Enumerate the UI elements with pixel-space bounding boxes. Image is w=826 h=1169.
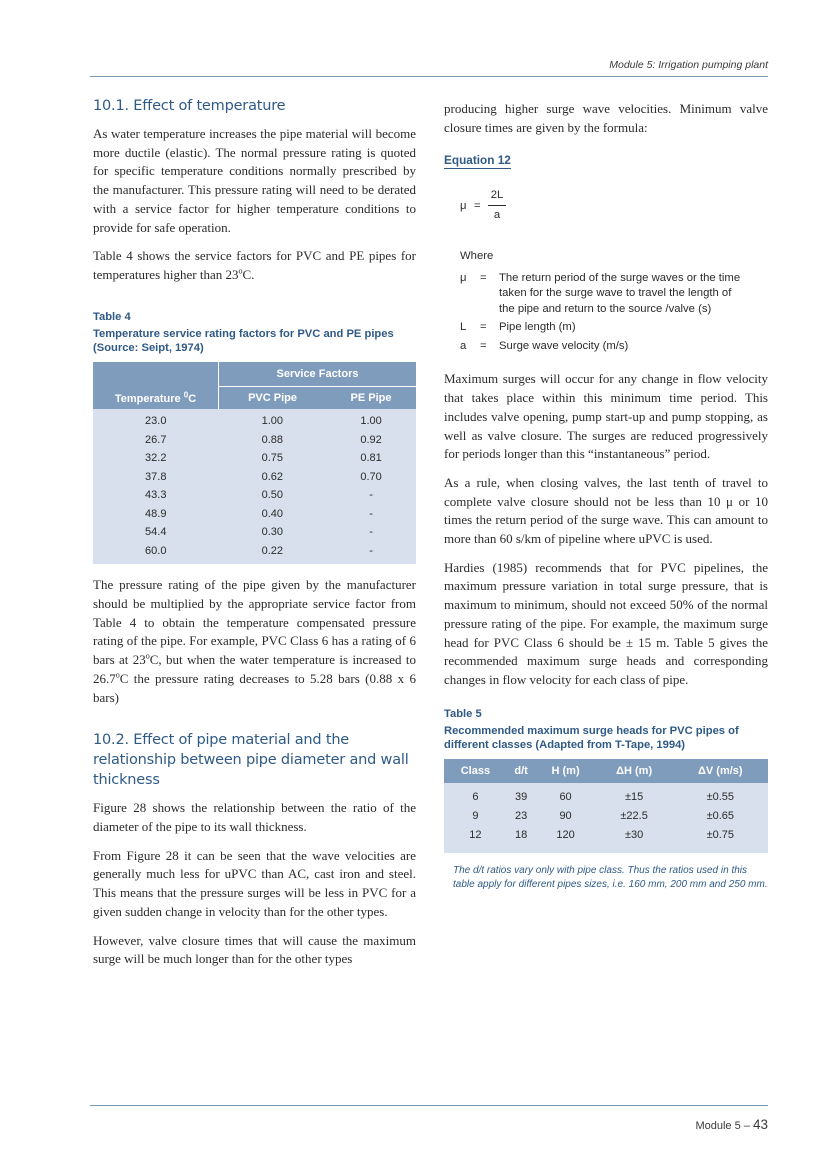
section-10-2-paragraph-1: Figure 28 shows the relationship between the ratio of the diameter of the pipe to its wall thickness. xyxy=(93,800,416,834)
footer-module: Module 5 – xyxy=(695,1120,750,1132)
table-4-label: Table 4 xyxy=(93,310,131,323)
section-10-1-paragraph-2 xyxy=(93,247,416,284)
running-header: Module 5: Irrigation pumping plant xyxy=(609,59,768,71)
cell: 90 xyxy=(536,807,596,826)
pvc-pipe-header: PVC Pipe xyxy=(219,386,327,409)
cell: ±15 xyxy=(596,788,673,807)
cell: 6 xyxy=(444,788,507,807)
table-4-caption: Temperature service rating factors for PVC and PE pipes (Source: Seipt, 1974) xyxy=(93,327,394,355)
cell: 43.3 xyxy=(93,486,219,505)
table-row xyxy=(93,523,416,542)
cell: 0.81 xyxy=(326,449,416,468)
cell: 1.00 xyxy=(219,409,327,431)
delta-v-header: ΔV (m/s) xyxy=(673,759,768,783)
paragraph-text: The pressure rating of the pipe given by the manufacturer should be multiplied by the appropriate service factor from Table 4 to obtain the temperature compensated pressure rating of the pipe. For example, PVC Class 6 has a rating of 6 bars at 23 xyxy=(93,577,416,668)
paragraph-text: C. xyxy=(242,266,255,282)
definition-equals: = xyxy=(480,321,487,334)
equation-denominator: a xyxy=(493,209,501,222)
table-row xyxy=(93,505,416,524)
cell: ±30 xyxy=(596,826,673,845)
cell: 60.0 xyxy=(93,542,219,565)
table-row xyxy=(93,542,416,565)
hardies-paragraph: Hardies (1985) recommends that for PVC pipelines, the maximum pressure variation in total surge pressure, that is maximum to minimum, should not exceed 50% of the normal pressure rating of the pipe. For example, the maximum surge head for PVC Class 6 should be ± 15 m. Table 5 gives the recommended maximum surge heads and corresponding changes in flow velocity for each class of pipe. xyxy=(444,559,768,687)
cell: ±0.65 xyxy=(673,807,768,826)
section-10-1-heading: 10.1. Effect of temperature xyxy=(93,98,286,114)
cell: - xyxy=(326,486,416,505)
degree-sign: o xyxy=(145,651,150,661)
section-10-2-paragraph-3: However, valve closure times that will cause the maximum surge will be much longer than for the other types xyxy=(93,932,416,967)
definition-text: Pipe length (m) xyxy=(499,321,576,334)
definition-row xyxy=(460,339,768,355)
table-4 xyxy=(93,362,416,565)
cell: 60 xyxy=(536,788,596,807)
table-row xyxy=(93,409,416,431)
cell: 12 xyxy=(444,826,507,845)
cell: 39 xyxy=(507,788,536,807)
cell: 0.70 xyxy=(326,467,416,486)
table-row xyxy=(93,486,416,505)
paragraph-text: Table 4 shows the service factors for PVC and PE pipes for temperatures higher than 23 xyxy=(93,248,416,282)
definition-row xyxy=(460,271,768,318)
cell: 37.8 xyxy=(93,467,219,486)
paragraph-text: C, but when the water temperature is increased to 26.7 xyxy=(93,652,416,686)
cell: 0.62 xyxy=(219,467,327,486)
header-text: Temperature xyxy=(114,392,184,405)
cell: 54.4 xyxy=(93,523,219,542)
header-text: C xyxy=(188,392,197,405)
cell: 18 xyxy=(507,826,536,845)
fraction-bar xyxy=(488,205,506,206)
cell: 0.50 xyxy=(219,486,327,505)
table-row xyxy=(93,449,416,468)
cell: 0.75 xyxy=(219,449,327,468)
equation-lhs: μ xyxy=(460,200,467,213)
table-5-caption: Recommended maximum surge heads for PVC pipes of different classes (Adapted from T-Tape, 1994) xyxy=(444,724,739,752)
maximum-surges-paragraph: Maximum surges will occur for any change in flow velocity that takes place within this minimum time period. This includes valve opening, pump start-up and pump stopping, as well as valve closure. The surges are reduced progressively for periods longer than this “instantaneous” period. xyxy=(444,371,768,462)
cell: 0.30 xyxy=(219,523,327,542)
section-10-1-paragraph-1: As water temperature increases the pipe material will become more ductile (elastic). The normal pressure rating is quoted for specific temperature conditions normally prescribed by the manufacturer. This pressure rating will need to be derated with a service factor for higher temperature conditions to provide for safe operation. xyxy=(93,126,416,235)
table-row xyxy=(444,788,768,807)
page-number: 43 xyxy=(752,1117,768,1132)
cell: - xyxy=(326,523,416,542)
cell: - xyxy=(326,542,416,565)
closing-valves-paragraph: As a rule, when closing valves, the last tenth of travel to complete valve closure should not be less than 10 μ or 10 times the return period of the surge wave. This can amount to more than 60 s/km of pipeline where uPVC is used. xyxy=(444,474,768,547)
delta-h-header: ΔH (m) xyxy=(596,759,673,783)
table-row xyxy=(93,430,416,449)
cell: ±0.55 xyxy=(673,788,768,807)
equation-equals: = xyxy=(474,200,481,213)
table-5-label: Table 5 xyxy=(444,707,482,720)
cell: 23 xyxy=(507,807,536,826)
equation-12 xyxy=(444,189,768,233)
cell: 32.2 xyxy=(93,449,219,468)
cell: 120 xyxy=(536,826,596,845)
cell: 48.9 xyxy=(93,505,219,524)
pressure-rating-paragraph xyxy=(93,576,416,707)
paragraph-text: C the pressure rating decreases to 5.28 bars (0.88 x 6 bars) xyxy=(93,670,416,705)
equation-definitions xyxy=(444,249,768,354)
degree-sign: o xyxy=(238,266,243,276)
cell: 0.22 xyxy=(219,542,327,565)
footer-rule xyxy=(90,1105,768,1106)
definition-text: Surge wave velocity (m/s) xyxy=(499,339,629,352)
h-header: H (m) xyxy=(536,759,596,783)
cell: 23.0 xyxy=(93,409,219,431)
definition-equals: = xyxy=(480,339,487,352)
definition-row xyxy=(460,320,768,336)
definition-symbol: L xyxy=(460,321,467,334)
cell: 0.88 xyxy=(219,430,327,449)
cell: ±0.75 xyxy=(673,826,768,845)
cell: 0.40 xyxy=(219,505,327,524)
degree-sign: 0 xyxy=(183,389,189,399)
table-5 xyxy=(444,759,768,853)
right-column xyxy=(444,100,768,892)
section-10-2-paragraph-2: From Figure 28 it can be seen that the wave velocities are generally much less for uPVC than AC, cast iron and steel. This means that the pressure surges will be less in PVC for a given sudden change in velocity than for the other types. xyxy=(93,847,416,919)
cell: 0.92 xyxy=(326,430,416,449)
where-label: Where xyxy=(460,250,494,263)
definition-symbol: a xyxy=(460,339,467,352)
header-rule xyxy=(90,76,768,77)
continued-paragraph: producing higher surge wave velocities. Minimum valve closure times are given by the formula: xyxy=(444,101,768,135)
table-padding-row xyxy=(444,845,768,853)
cell: ±22.5 xyxy=(596,807,673,826)
service-factors-header: Service Factors xyxy=(219,362,417,387)
padding-cell xyxy=(444,845,768,853)
cell: 1.00 xyxy=(326,409,416,431)
temperature-header xyxy=(93,362,219,409)
definition-symbol: μ xyxy=(460,271,467,284)
table-row xyxy=(93,467,416,486)
degree-sign: o xyxy=(115,670,120,680)
cell: 9 xyxy=(444,807,507,826)
table-row xyxy=(444,826,768,845)
pe-pipe-header: PE Pipe xyxy=(326,386,416,409)
table-row xyxy=(444,807,768,826)
equation-12-label: Equation 12 xyxy=(444,153,511,168)
left-column xyxy=(93,96,416,979)
page-footer xyxy=(695,1117,768,1132)
definition-text: The return period of the surge waves or the time taken for the surge wave to travel the length of the pipe and return to the source /valve (s) xyxy=(499,271,741,315)
table-5-note: The d/t ratios vary only with pipe class. Thus the ratios used in this table apply for different pipes sizes, i.e. 160 mm, 200 mm and 250 mm. xyxy=(453,864,768,891)
definition-equals: = xyxy=(480,271,487,284)
dt-header: d/t xyxy=(507,759,536,783)
cell: - xyxy=(326,505,416,524)
section-10-2-heading: 10.2. Effect of pipe material and the relationship between pipe diameter and wall thickness xyxy=(93,732,409,789)
class-header: Class xyxy=(444,759,507,783)
cell: 26.7 xyxy=(93,430,219,449)
equation-numerator: 2L xyxy=(490,189,504,202)
